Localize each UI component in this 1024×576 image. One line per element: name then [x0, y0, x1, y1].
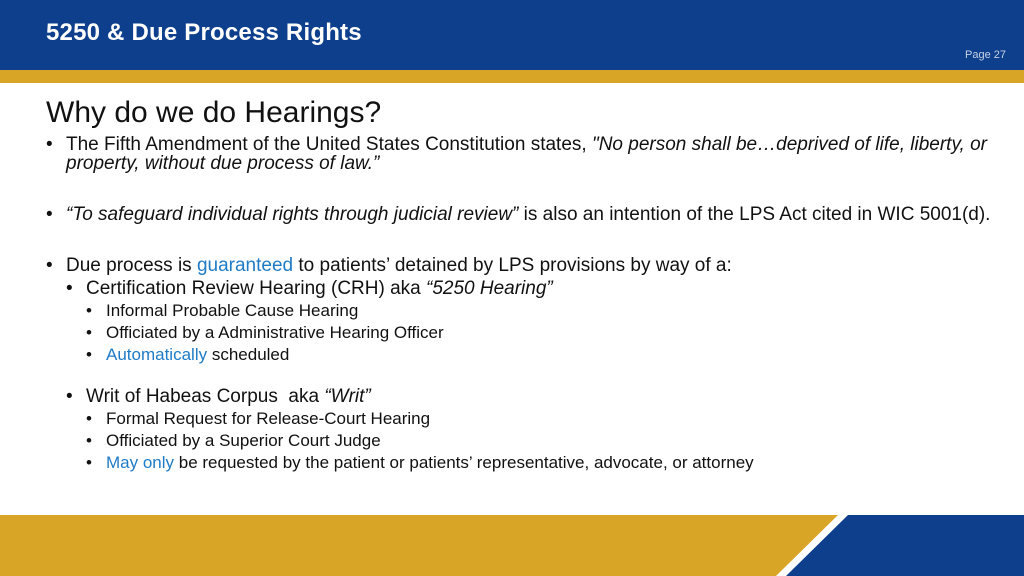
crh-item-text: scheduled	[207, 345, 290, 364]
bullet-dot: •	[46, 255, 53, 276]
crh-item-text: Officiated by a Administrative Hearing Officer	[106, 323, 444, 342]
crh-quote: “5250 Hearing”	[426, 278, 553, 299]
bullet-text: is also an intention of the LPS Act cited in WIC 5001(d).	[518, 204, 991, 225]
bullet-dot: •	[86, 323, 92, 342]
bullet-dot: •	[66, 386, 73, 407]
highlight-guaranteed: guaranteed	[196, 255, 294, 276]
bullet-text: The Fifth Amendment of the United States Constitution states,	[66, 134, 592, 155]
writ-item-text: Officiated by a Superior Court Judge	[106, 431, 381, 450]
writ-sub-list	[86, 408, 996, 474]
bullet-quote: “To safeguard individual rights through judicial review”	[66, 204, 519, 225]
header-bar	[0, 0, 1024, 70]
bullet-dot: •	[86, 431, 92, 450]
bullet-quote: "No person shall be…deprived of life, liberty, or property, without due process of law.”	[66, 134, 987, 174]
writ-item	[86, 408, 996, 430]
bullet-dot: •	[86, 453, 92, 472]
bullet-text: Due process is	[66, 255, 197, 276]
bullet-dot: •	[46, 204, 53, 225]
footer-blue-wedge	[0, 515, 1024, 576]
crh-list	[66, 277, 996, 300]
bullet-dot: •	[86, 409, 92, 428]
bullet-dot: •	[46, 134, 53, 155]
bullet-dot: •	[86, 301, 92, 320]
bullet-writ	[66, 385, 996, 408]
main-bullet-list	[46, 135, 996, 275]
crh-text: Certification Review Hearing (CRH) aka	[86, 278, 426, 299]
highlight-may-only: May only	[106, 453, 175, 472]
writ-item	[86, 452, 996, 474]
header-gold-stripe	[0, 70, 1024, 83]
bullet-dot: •	[66, 278, 73, 299]
writ-item	[86, 430, 996, 452]
slide-title: 5250 & Due Process Rights	[46, 19, 362, 46]
bullet-due-process	[46, 256, 996, 275]
writ-quote: “Writ”	[324, 386, 371, 407]
crh-item	[86, 322, 996, 344]
highlight-automatically: Automatically	[106, 345, 208, 364]
bullet-text-post: to patients’ detained by LPS provisions by way of a:	[293, 255, 732, 276]
crh-item	[86, 344, 996, 366]
section-heading: Why do we do Hearings?	[46, 96, 382, 129]
writ-item-text: be requested by the patient or patients’ representative, advocate, or attorney	[174, 453, 754, 472]
bullet-fifth-amendment	[46, 135, 996, 173]
writ-text: Writ of Habeas Corpus aka	[86, 386, 325, 407]
crh-item-text: Informal Probable Cause Hearing	[106, 301, 359, 320]
slide-content	[46, 95, 996, 474]
bullet-crh	[66, 277, 996, 300]
bullet-dot: •	[86, 345, 92, 364]
writ-item-text: Formal Request for Release-Court Hearing	[106, 409, 431, 428]
crh-item	[86, 300, 996, 322]
page-number: Page 27	[965, 49, 1006, 61]
bullet-judicial-review	[46, 205, 996, 224]
writ-list	[66, 385, 996, 408]
crh-sub-list	[86, 300, 996, 366]
